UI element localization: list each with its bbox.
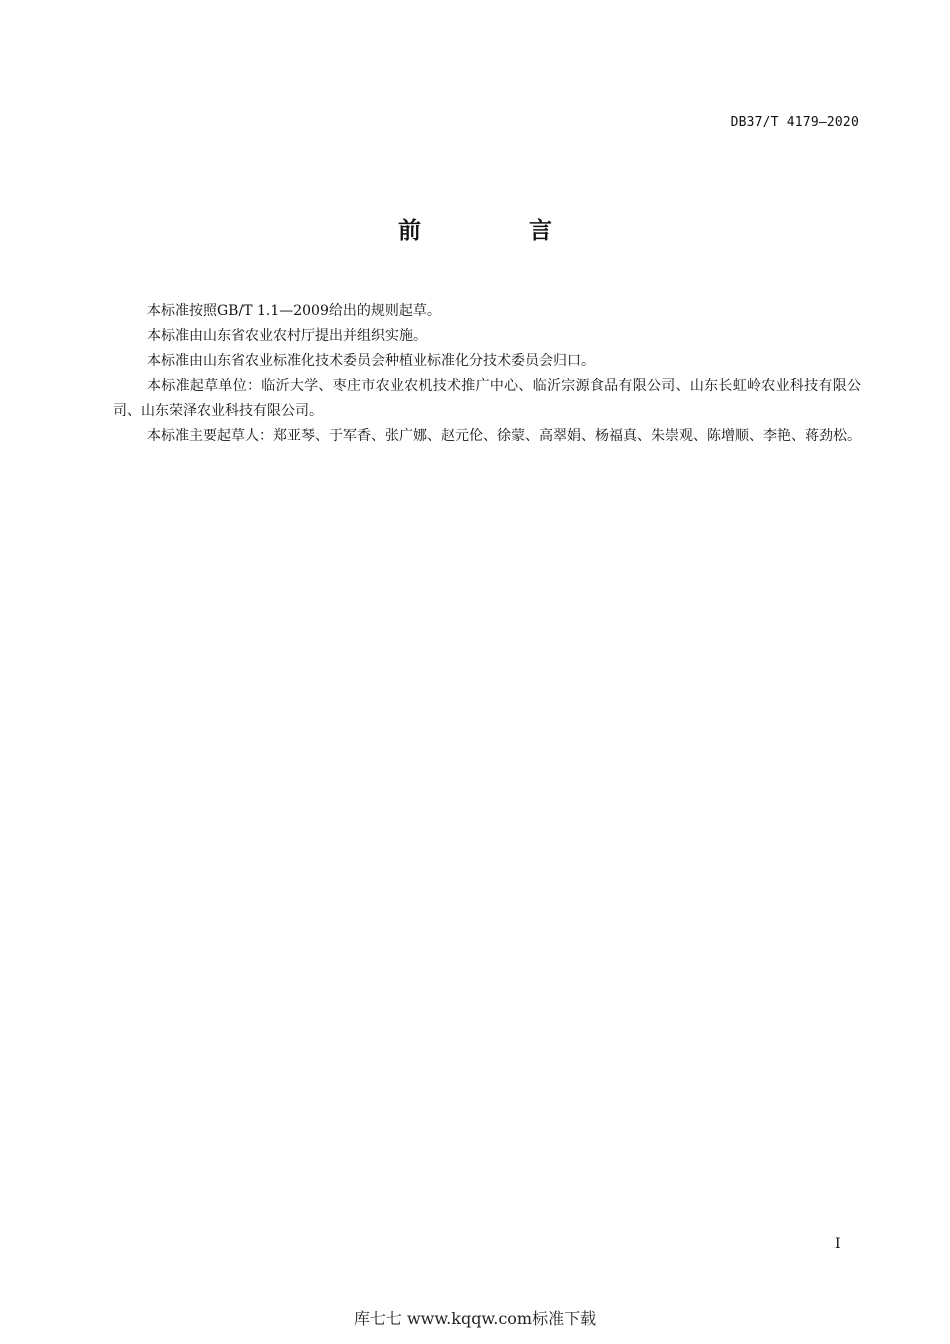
standard-code: DB37/T 4179—2020	[730, 115, 859, 130]
paragraph-responsible-committee: 本标准由山东省农业标准化技术委员会种植业标准化分技术委员会归口。	[147, 353, 595, 369]
paragraph-drafting-units: 本标准起草单位：临沂大学、枣庄市农业农机技术推广中心、临沂宗源食品有限公司、山东长虹岭农业科技有限公司、山东荣泽农业科技有限公司。	[113, 378, 861, 419]
paragraph-drafting-rules: 本标准按照GB/T 1.1—2009给出的规则起草。	[147, 303, 441, 319]
page-number: I	[835, 1236, 841, 1252]
footer-watermark: 库七七 www.kqqw.com标准下载	[353, 1309, 597, 1328]
paragraph-proposer: 本标准由山东省农业农村厅提出并组织实施。	[147, 328, 427, 344]
section-title: 前 言	[397, 218, 602, 244]
foreword-body	[113, 299, 861, 449]
paragraph-drafters: 本标准主要起草人：郑亚琴、于军香、张广娜、赵元伦、徐蒙、高翠娟、杨福真、朱崇观、陈增顺、李艳、蒋劲松。	[147, 428, 861, 444]
